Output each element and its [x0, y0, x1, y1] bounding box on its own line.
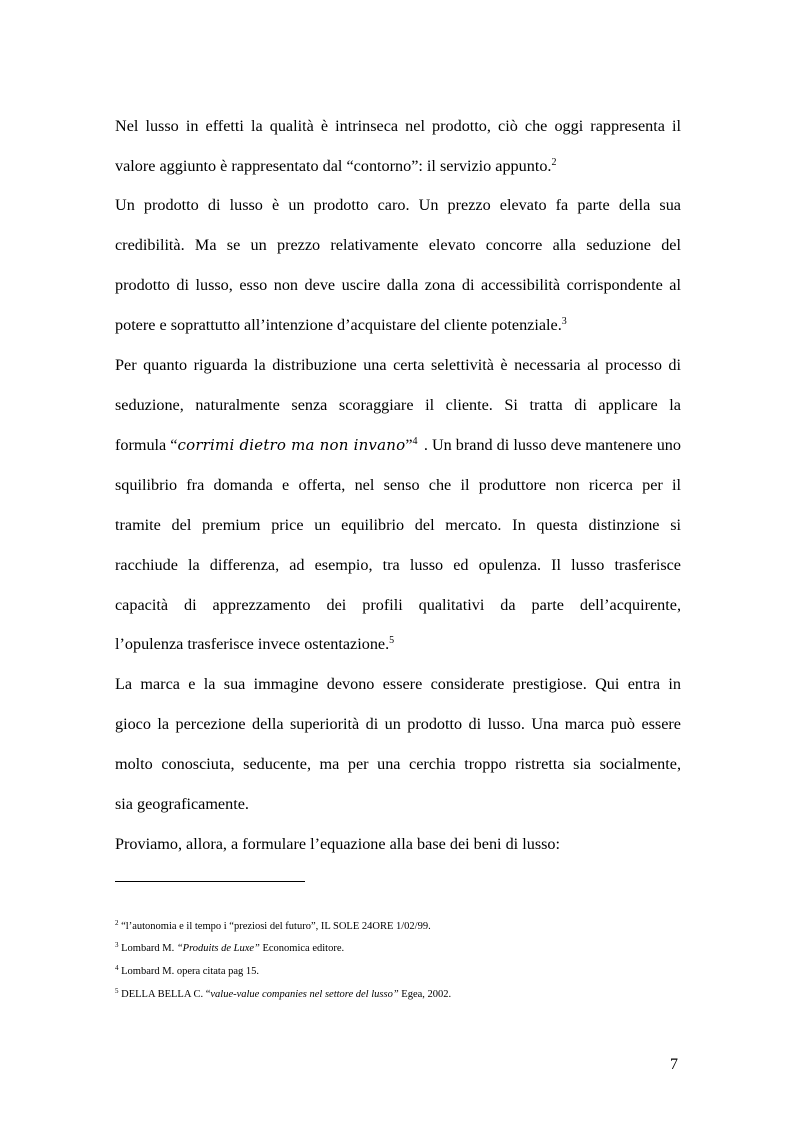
- body-line: sia geograficamente.: [115, 795, 249, 813]
- footnote: $^2$ “l’autonomia e il tempo i “preziosi del futuro”, IL SOLE 24ORE 1/02/99.: [115, 919, 431, 932]
- footnote-ref: 4: [412, 436, 418, 447]
- body-line: Proviamo, allora, a formulare l’equazione alla base dei beni di lusso:: [115, 835, 561, 853]
- body-line: potere e soprattutto all’intenzione d’acquistare del cliente potenziale.$^3$: [115, 316, 567, 334]
- italic-phrase: corrimi dietro ma non invano: [177, 436, 406, 454]
- body-line: Un prodotto di lusso è un prodotto caro. Un prezzo elevato fa parte della sua: [115, 196, 681, 214]
- body-line: seduzione, naturalmente senza scoraggiare il cliente. Si tratta di applicare la: [115, 396, 681, 414]
- body-line: capacità di apprezzamento dei profili qualitativi da parte dell’acquirente,: [115, 596, 681, 614]
- body-line: racchiude la differenza, ad esempio, tra lusso ed opulenza. Il lusso trasferisce: [115, 556, 681, 574]
- footnote-separator: [115, 881, 305, 882]
- body-line: valore aggiunto è rappresentato dal “contorno”: il servizio appunto.$^2$: [115, 157, 557, 175]
- body-line: formula “corrimi dietro ma non invano”$^4$ . Un brand di lusso deve mantenere uno: [115, 436, 681, 454]
- footnote: $^3$ Lombard M. “Produits de Luxe” Economica editore.: [115, 941, 345, 954]
- footnote-ref: 5: [389, 635, 395, 646]
- body-line: Nel lusso in effetti la qualità è intrinseca nel prodotto, ciò che oggi rappresenta il: [115, 117, 681, 135]
- body-line: Per quanto riguarda la distribuzione una certa selettività è necessaria al processo di: [115, 356, 681, 374]
- footnote-ref: 3: [561, 316, 567, 327]
- body-line: La marca e la sua immagine devono essere considerate prestigiose. Qui entra in: [115, 675, 681, 693]
- body-line: l’opulenza trasferisce invece ostentazione.$^5$: [115, 635, 395, 653]
- page-number: 7: [670, 1056, 678, 1073]
- body-line: credibilità. Ma se un prezzo relativamente elevato concorre alla seduzione del: [115, 236, 681, 254]
- body-line: gioco la percezione della superiorità di un prodotto di lusso. Una marca può essere: [115, 715, 681, 733]
- footnote: $^5$ DELLA BELLA C. “value-value companies nel settore del lusso” Egea, 2002.: [115, 987, 452, 1000]
- body-line: prodotto di lusso, esso non deve uscire dalla zona di accessibilità corrispondente al: [115, 276, 681, 294]
- footnote: $^4$ Lombard M. opera citata pag 15.: [115, 964, 260, 977]
- body-line: molto conosciuta, seducente, ma per una cerchia troppo ristretta sia socialmente,: [115, 755, 681, 773]
- body-line: tramite del premium price un equilibrio del mercato. In questa distinzione si: [115, 516, 681, 534]
- footnote-ref: 2: [551, 157, 557, 168]
- body-line: squilibrio fra domanda e offerta, nel senso che il produttore non ricerca per il: [115, 476, 681, 494]
